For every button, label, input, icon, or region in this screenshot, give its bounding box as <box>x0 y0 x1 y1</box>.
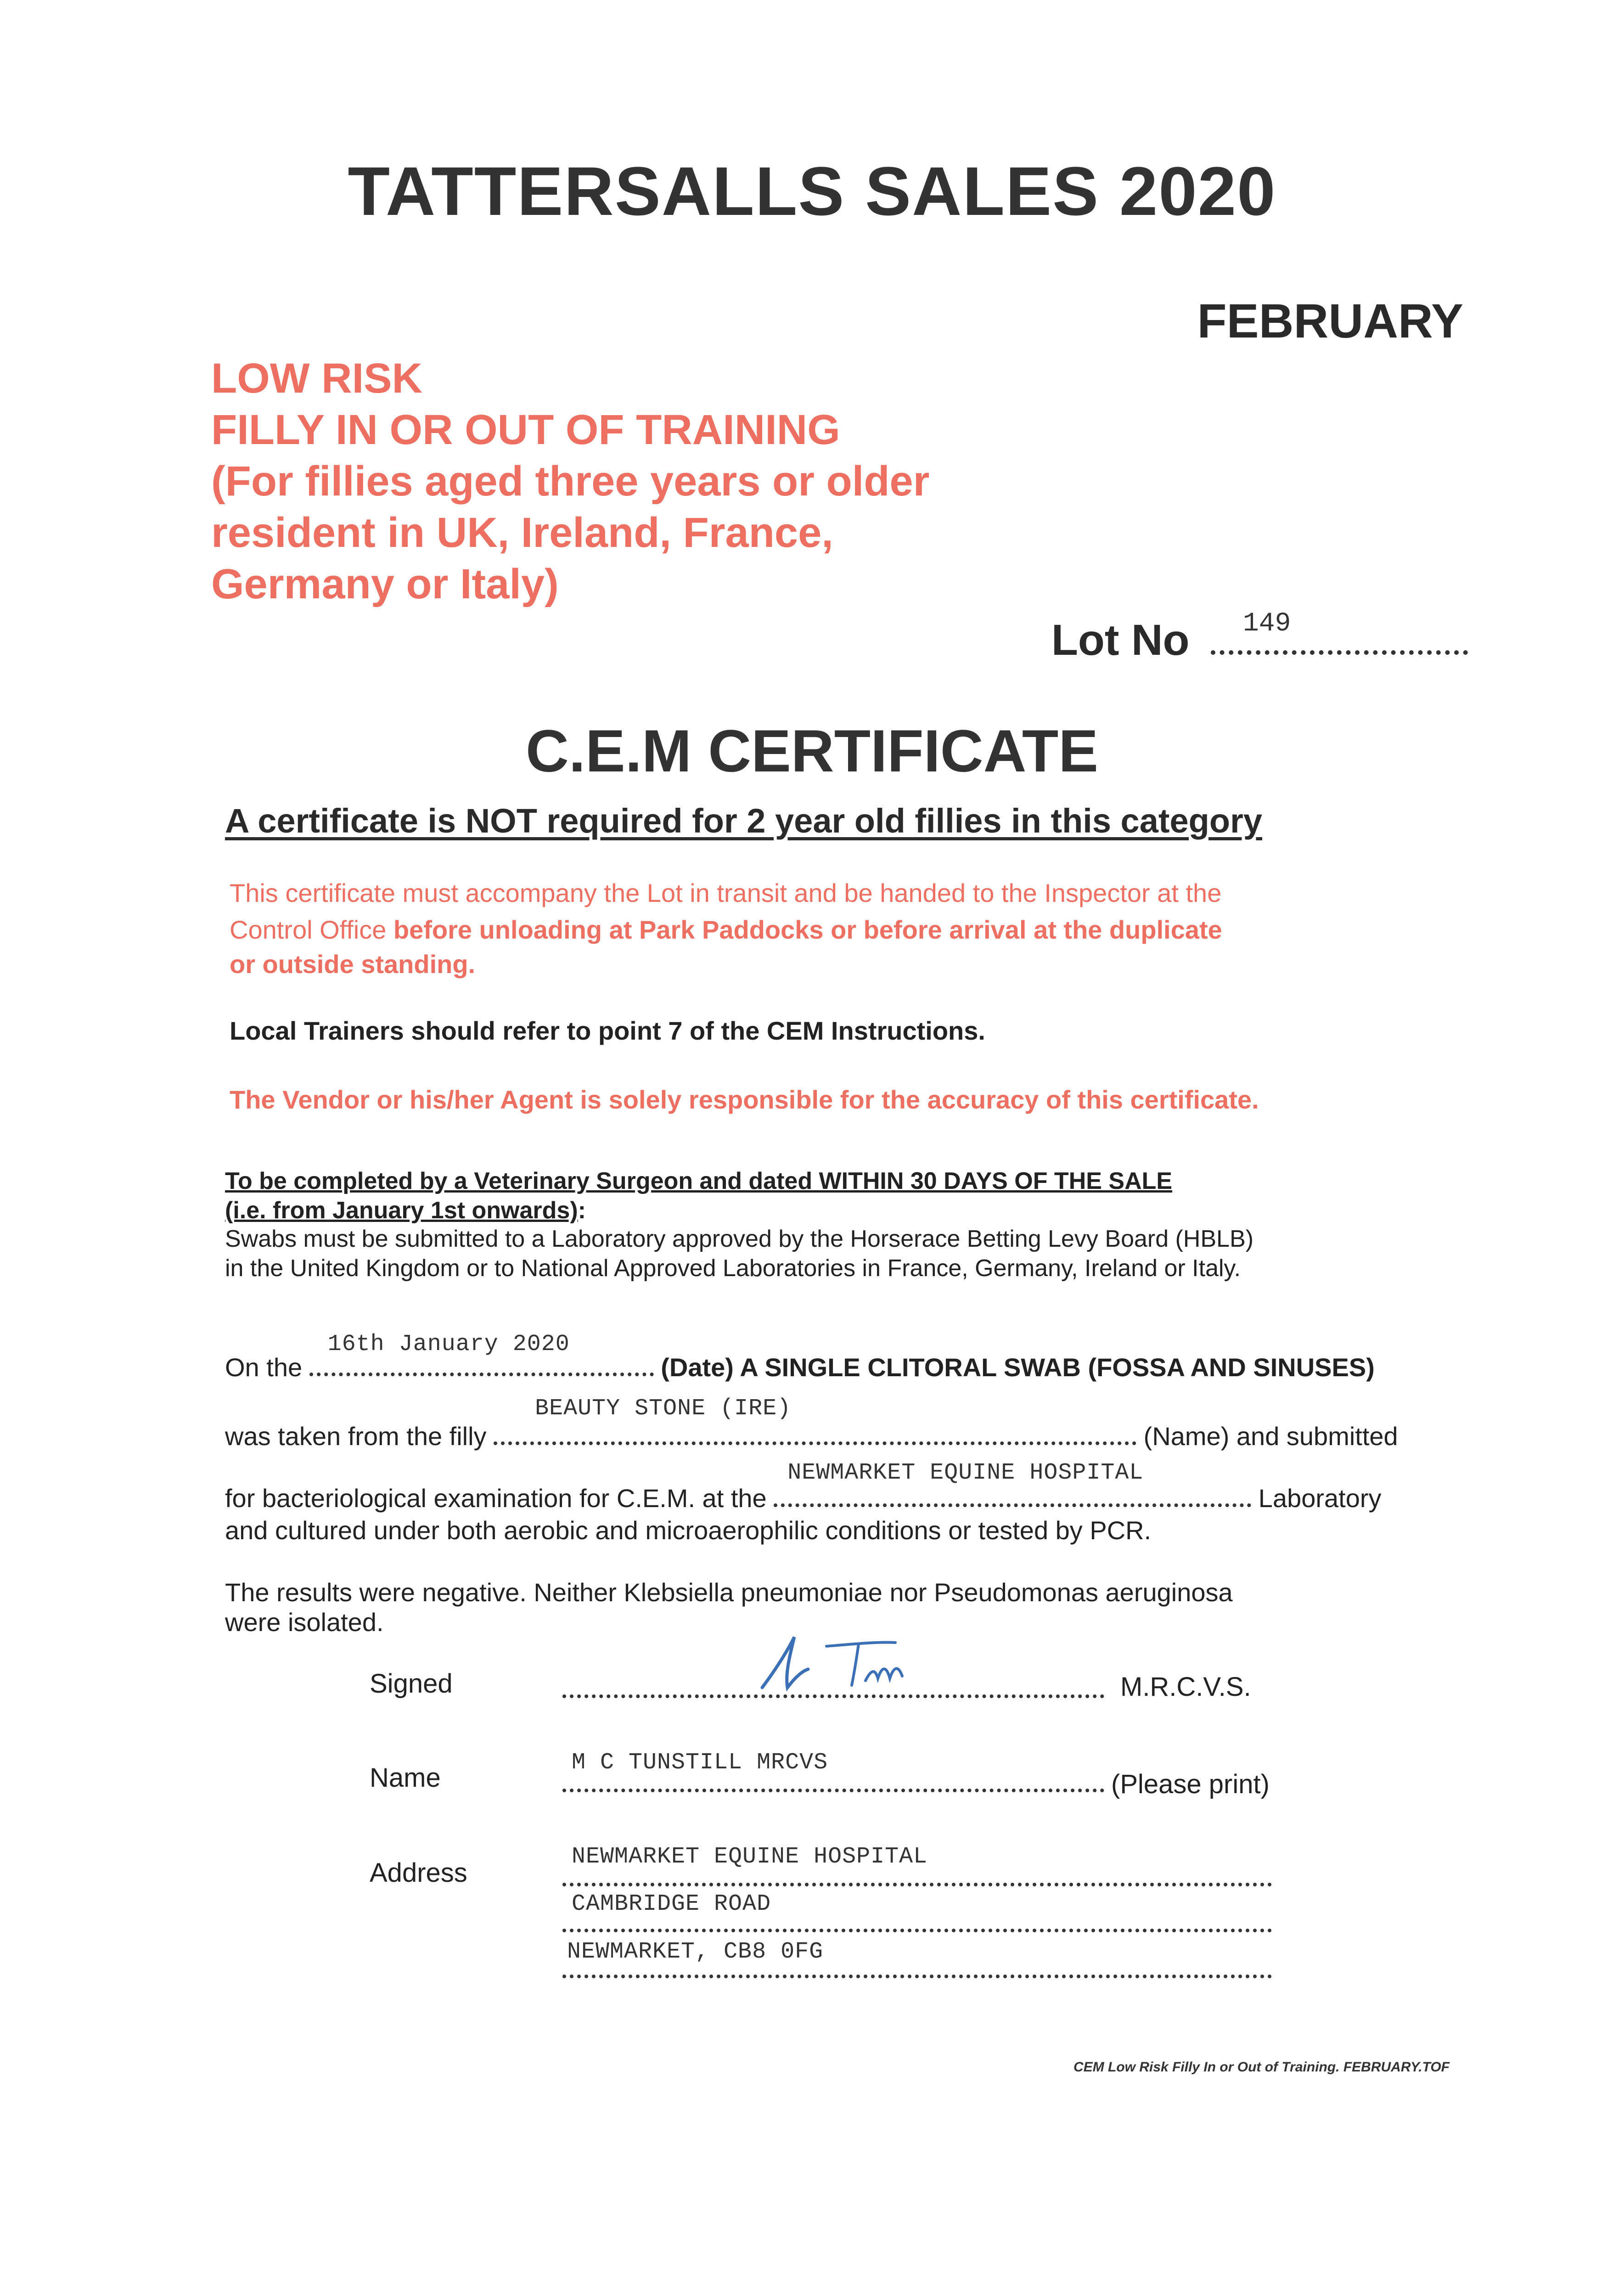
address-line-2 <box>562 1929 1272 1932</box>
taken-from-label: was taken from the filly <box>225 1422 487 1451</box>
exam-label: for bacteriological examination for C.E.M. at the <box>225 1484 767 1513</box>
filly-name-row <box>225 1396 1398 1451</box>
date-field <box>309 1331 654 1376</box>
mrcvs-label: M.R.C.V.S. <box>1120 1672 1251 1702</box>
laboratory-label: Laboratory <box>1258 1484 1382 1513</box>
not-required-notice: A certificate is NOT required for 2 year old fillies in this category <box>225 802 1263 840</box>
local-trainers-note: Local Trainers should refer to point 7 of the CEM Instructions. <box>230 1016 985 1045</box>
transit-instruction-line-1: This certificate must accompany the Lot in transit and be handed to the Inspector at the <box>230 878 1222 907</box>
transit-bold-text: before unloading at Park Paddocks or before arrival at the duplicate <box>393 915 1222 944</box>
vet-heading-colon: : <box>578 1197 586 1224</box>
vet-date-range: (i.e. from January 1st onwards) <box>225 1197 578 1224</box>
address-line-3 <box>562 1975 1272 1978</box>
vet-section-heading: To be completed by a Veterinary Surgeon and dated WITHIN 30 DAYS OF THE SALE <box>225 1168 1173 1194</box>
culture-conditions: and cultured under both aerobic and microaerophilic conditions or tested by PCR. <box>225 1516 1152 1545</box>
category-line-1: LOW RISK <box>211 355 422 402</box>
transit-instruction-line-3: or outside standing. <box>230 950 476 979</box>
swab-date-row <box>225 1331 1375 1382</box>
laboratory-row <box>225 1460 1382 1513</box>
name-value: M C TUNSTILL MRCVS <box>572 1750 828 1776</box>
category-line-5: Germany or Italy) <box>211 561 559 608</box>
category-line-4: resident in UK, Ireland, France, <box>211 509 833 556</box>
swabs-instruction-line-1: Swabs must be submitted to a Laboratory approved by the Horserace Betting Levy Board (HBLB) <box>225 1226 1254 1252</box>
filly-name-field <box>494 1396 1136 1445</box>
vet-section-subheading <box>225 1196 586 1225</box>
document-title: TATTERSALLS SALES 2020 <box>348 152 1276 230</box>
address-line-1 <box>562 1883 1272 1886</box>
transit-text: Control Office <box>230 915 393 944</box>
document-reference: CEM Low Risk Filly In or Out of Training. FEBRUARY.TOF <box>1073 2060 1450 2075</box>
swab-type-text: (Date) A SINGLE CLITORAL SWAB (FOSSA AND SINUSES) <box>661 1353 1375 1382</box>
address-line-1-value: NEWMARKET EQUINE HOSPITAL <box>572 1844 928 1870</box>
certificate-title: C.E.M CERTIFICATE <box>526 717 1098 784</box>
name-submitted-text: (Name) and submitted <box>1143 1422 1398 1451</box>
address-line-2-value: CAMBRIDGE ROAD <box>572 1891 771 1917</box>
name-line <box>562 1789 1104 1792</box>
address-line-3-value: NEWMARKET, CB8 0FG <box>567 1939 824 1965</box>
laboratory-field <box>774 1460 1251 1507</box>
on-the-label: On the <box>225 1353 303 1382</box>
category-line-2: FILLY IN OR OUT OF TRAINING <box>211 406 840 453</box>
sale-month: FEBRUARY <box>1197 294 1463 348</box>
results-line-2: were isolated. <box>225 1608 384 1637</box>
date-value: 16th January 2020 <box>327 1331 570 1357</box>
laboratory-value: NEWMARKET EQUINE HOSPITAL <box>787 1460 1144 1486</box>
name-label: Name <box>370 1763 441 1793</box>
lot-value: 149 <box>1243 609 1291 639</box>
lot-field <box>1211 609 1468 655</box>
filly-name-value: BEAUTY STONE (IRE) <box>535 1396 792 1422</box>
lot-label: Lot No <box>1051 616 1190 664</box>
address-label: Address <box>370 1858 467 1888</box>
signature-scribble <box>744 1628 937 1701</box>
swabs-instruction-line-2: in the United Kingdom or to National Approved Laboratories in France, Germany, Ireland or Italy. <box>225 1255 1241 1282</box>
signed-label: Signed <box>370 1669 453 1699</box>
transit-instruction-line-2 <box>230 912 1222 948</box>
please-print-label: (Please print) <box>1111 1769 1270 1799</box>
results-line-1: The results were negative. Neither Klebsiella pneumoniae nor Pseudomonas aeruginosa <box>225 1578 1233 1607</box>
vendor-responsibility-note: The Vendor or his/her Agent is solely responsible for the accuracy of this certificate. <box>230 1085 1259 1114</box>
category-line-3: (For fillies aged three years or older <box>211 458 930 505</box>
lot-number <box>1051 609 1468 665</box>
